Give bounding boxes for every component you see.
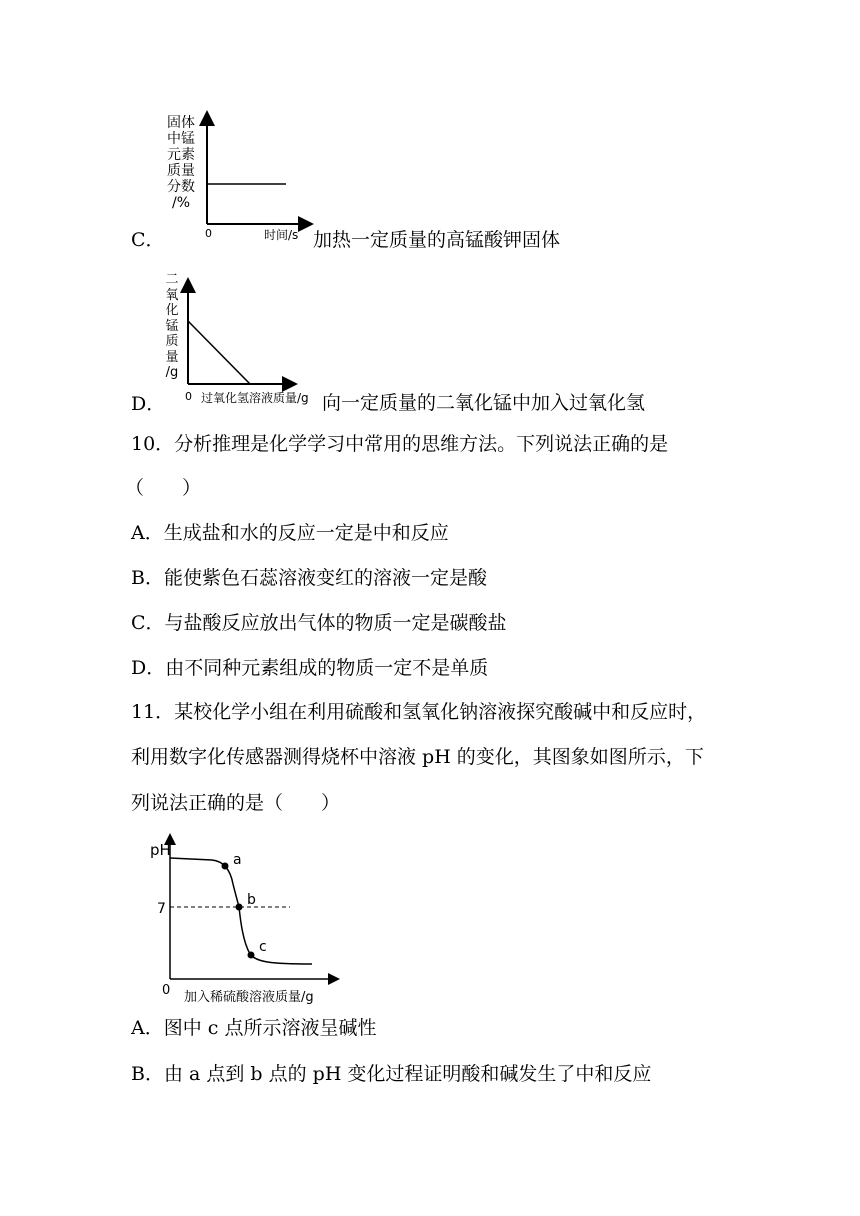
q10-option-d: D．由不同种元素组成的物质一定不是单质 [131, 657, 489, 679]
graph-c-ylabel: 固体 中锰 元素 质量 分数 /% [167, 115, 195, 211]
ph-chart-label-c: c [259, 939, 267, 955]
q10-stem: 10．分析推理是化学学习中常用的思维方法。下列说法正确的是 [131, 433, 669, 455]
graph-d-xlabel: 过氧化氢溶液质量/g [201, 391, 309, 405]
ph-chart-tick-7: 7 [157, 901, 166, 917]
q11-option-a: A．图中 c 点所示溶液呈碱性 [131, 1017, 377, 1039]
graph-c-origin: 0 [205, 227, 212, 240]
ph-chart-curve [170, 858, 312, 964]
option-c-letter: C． [131, 229, 165, 251]
option-c-text: 加热一定质量的高锰酸钾固体 [313, 229, 561, 251]
q10-option-a: A．生成盐和水的反应一定是中和反应 [131, 522, 449, 544]
q10-option-b: B．能使紫色石蕊溶液变红的溶液一定是酸 [131, 567, 487, 589]
ph-chart-point-c [248, 952, 255, 959]
q11-stem-line-3: 列说法正确的是（ ） [131, 792, 341, 814]
ph-chart-label-b: b [247, 892, 256, 908]
graph-d-origin: 0 [185, 390, 192, 403]
q10-option-c: C．与盐酸反应放出气体的物质一定是碳酸盐 [131, 612, 507, 634]
q11-stem-line-1: 11．某校化学小组在利用硫酸和氢氧化钠溶液探究酸碱中和反应时， [131, 701, 707, 723]
option-d-text: 向一定质量的二氧化锰中加入过氧化氢 [322, 392, 646, 414]
option-d-letter: D． [131, 393, 166, 415]
ph-chart-point-a [222, 863, 229, 870]
q11-option-b: B．由 a 点到 b 点的 pH 变化过程证明酸和碱发生了中和反应 [131, 1063, 652, 1085]
ph-chart-origin: 0 [162, 983, 171, 998]
ph-chart-label-a: a [233, 852, 242, 868]
q11-stem-line-2: 利用数字化传感器测得烧杯中溶液 pH 的变化，其图象如图所示，下 [131, 746, 704, 768]
ph-chart-xlabel: 加入稀硫酸溶液质量/g [184, 990, 314, 1005]
graph-d-ylabel: 二 氧 化 锰 质 量 /g [165, 272, 179, 380]
ph-chart-point-b [236, 904, 243, 911]
q10-answer-blank: （ ） [125, 477, 202, 499]
graph-c-xlabel: 时间/s [264, 228, 299, 242]
ph-chart-ylabel: pH [150, 841, 171, 859]
